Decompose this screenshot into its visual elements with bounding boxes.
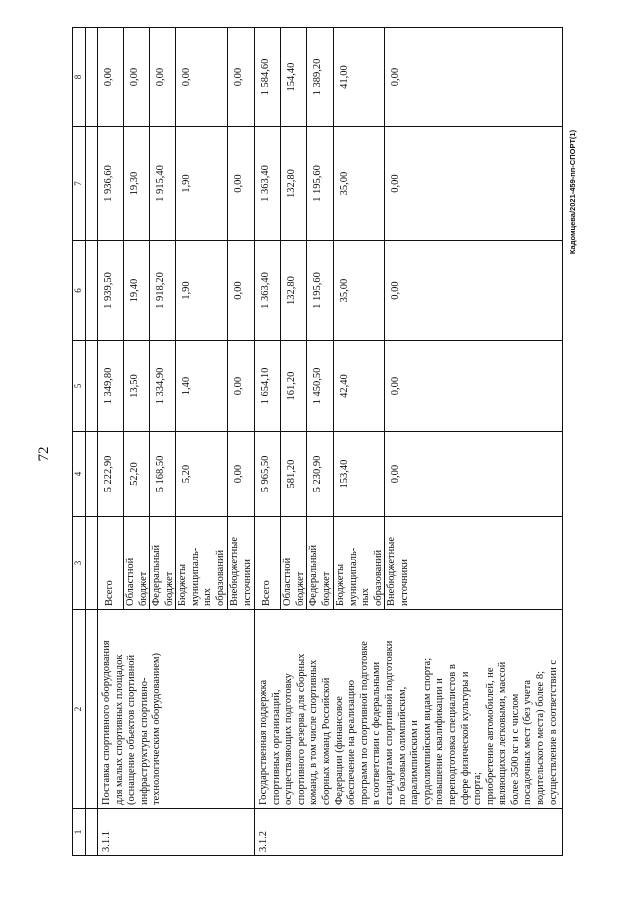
amount-cell: 35,00 (334, 241, 384, 340)
amount-cell: 154,40 (281, 28, 306, 126)
column-header: 6 (73, 241, 85, 340)
amount-cell: 1 584,60 (255, 28, 280, 126)
amount-cell: 0,00 (385, 432, 562, 516)
amount-cell: 42,40 (334, 341, 384, 431)
amount-cell: 1 936,60 (98, 127, 123, 240)
empty-header-cell (86, 241, 97, 340)
amount-cell: 0,00 (124, 28, 149, 126)
funding-source-label: Областной бюджет (281, 517, 306, 609)
empty-header-cell (86, 127, 97, 240)
amount-cell: 1,90 (176, 241, 227, 340)
empty-header-cell (86, 28, 97, 126)
amount-cell: 1 195,60 (307, 241, 333, 340)
empty-header-cell (86, 432, 97, 516)
amount-cell: 0,00 (228, 28, 254, 126)
column-header: 7 (73, 127, 85, 240)
amount-cell: 1 363,40 (255, 241, 280, 340)
amount-cell: 0,00 (385, 28, 562, 126)
funding-source-label: Федеральный бюджет (150, 517, 175, 609)
empty-header-cell (86, 610, 97, 808)
amount-cell: 5 222,90 (98, 432, 123, 516)
document-footer: Кадомцева/2021-459-пп-СПОРТ(1) (568, 129, 577, 255)
funding-source-label: Внебюджетные источники (228, 517, 254, 609)
empty-header-cell (86, 809, 97, 855)
amount-cell: 1,40 (176, 341, 227, 431)
item-code: 3.1.2 (255, 809, 562, 855)
funding-source-label: Бюджеты муниципаль- ных образований (334, 517, 384, 609)
budget-table (72, 27, 563, 856)
amount-cell: 41,00 (334, 28, 384, 126)
amount-cell: 0,00 (385, 241, 562, 340)
amount-cell: 0,00 (385, 341, 562, 431)
amount-cell: 1 334,90 (150, 341, 175, 431)
column-header: 3 (73, 517, 85, 609)
empty-header-cell (86, 341, 97, 431)
amount-cell: 0,00 (228, 127, 254, 240)
item-description: Поставка спортивного оборудования для малых спортивных площадок (оснащение объектов спортивной инфраструктуры спортивно- технологическим оборудованием) (98, 610, 254, 808)
funding-source-label: Внебюджетные источники (385, 517, 562, 609)
funding-source-label: Федеральный бюджет (307, 517, 333, 609)
amount-cell: 1 363,40 (255, 127, 280, 240)
column-header: 1 (73, 809, 85, 855)
amount-cell: 1 915,40 (150, 127, 175, 240)
amount-cell: 1 195,60 (307, 127, 333, 240)
amount-cell: 132,80 (281, 241, 306, 340)
item-description: Государственная поддержка спортивных организаций, осуществляющих подготовку спортивного резерва для сборных команд, в том числе спортивных сборных команд Российской Федерации (финансовое обеспечение на реализацию программ по спортивной подготовке в соответствии с федеральными стандартами спортивной подготовки по базовым олимпийским, паралимпийским и сурдолимпийским видам спорта; повышение квалификации и переподготовка специалистов в сфере физической культуры и спорта; приобретение автомобилей, не являющихся легковыми, массой более 3500 кг и с числом посадочных мест (без учета водительского места) более 8; осуществление в соответствии с (255, 610, 562, 808)
empty-header-cell (86, 517, 97, 609)
column-header: 4 (73, 432, 85, 516)
amount-cell: 1 389,20 (307, 28, 333, 126)
amount-cell: 132,80 (281, 127, 306, 240)
page-number: 72 (36, 446, 52, 462)
amount-cell: 0,00 (176, 28, 227, 126)
amount-cell: 19,40 (124, 241, 149, 340)
column-header: 8 (73, 28, 85, 126)
amount-cell: 5 168,50 (150, 432, 175, 516)
amount-cell: 5 965,50 (255, 432, 280, 516)
item-code: 3.1.1 (98, 809, 254, 855)
amount-cell: 1 654,10 (255, 341, 280, 431)
amount-cell: 52,20 (124, 432, 149, 516)
amount-cell: 1,90 (176, 127, 227, 240)
funding-source-label: Областной бюджет (124, 517, 149, 609)
amount-cell: 0,00 (385, 127, 562, 240)
amount-cell: 19,30 (124, 127, 149, 240)
funding-source-label: Всего (98, 517, 123, 609)
funding-source-label: Бюджеты муниципаль- ных образований (176, 517, 227, 609)
amount-cell: 1 349,80 (98, 341, 123, 431)
column-header: 5 (73, 341, 85, 431)
column-header: 2 (73, 610, 85, 808)
amount-cell: 0,00 (228, 241, 254, 340)
amount-cell: 581,20 (281, 432, 306, 516)
amount-cell: 1 450,50 (307, 341, 333, 431)
amount-cell: 1 939,50 (98, 241, 123, 340)
amount-cell: 0,00 (228, 432, 254, 516)
amount-cell: 35,00 (334, 127, 384, 240)
amount-cell: 153,40 (334, 432, 384, 516)
amount-cell: 5,20 (176, 432, 227, 516)
amount-cell: 0,00 (228, 341, 254, 431)
funding-source-label: Всего (255, 517, 280, 609)
amount-cell: 1 918,20 (150, 241, 175, 340)
amount-cell: 13,50 (124, 341, 149, 431)
amount-cell: 161,20 (281, 341, 306, 431)
amount-cell: 0,00 (98, 28, 123, 126)
amount-cell: 0,00 (150, 28, 175, 126)
amount-cell: 5 230,90 (307, 432, 333, 516)
